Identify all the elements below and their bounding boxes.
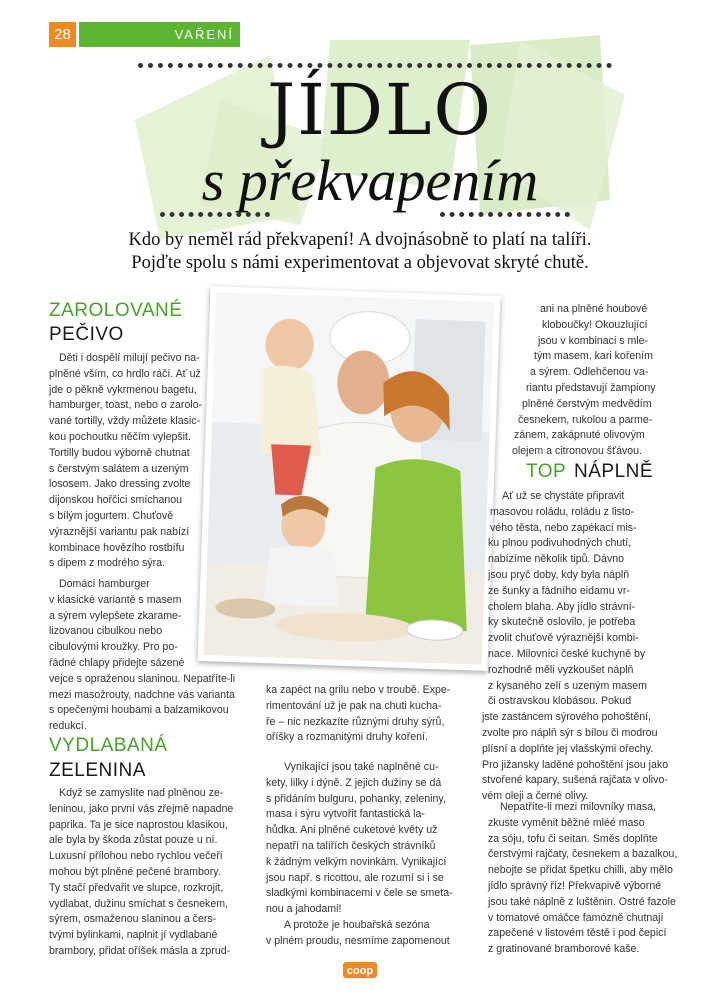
text-line: nace. Milovníci české kuchyně by	[488, 647, 646, 660]
text-line: jsou např. s ricottou, ale rozumí si i se	[266, 871, 444, 884]
text-line: Když se zamyslíte nad plněnou ze-	[59, 787, 224, 799]
text-line: rimentování už je pak na chuti kucha-	[266, 699, 442, 712]
text-line: v tomatové omáčce famózně chutnají	[488, 911, 664, 924]
svg-text:coop: coop	[346, 965, 374, 977]
paragraph-gril	[266, 683, 471, 746]
text-line: plněné vším, co hrdlo ráčí. Ať už	[49, 367, 201, 380]
text-line: za sóju, tofu či seitan. Směs doplňte	[488, 832, 658, 845]
text-line: s opečenými houbami a balzamikovou	[49, 704, 229, 717]
text-line: v plném proudu, nesmíme zapomenout	[266, 934, 450, 947]
text-line: Vynikající jsou také naplněné cu-	[284, 761, 439, 773]
text-line: s bílým jogurtem. Chuťově	[49, 509, 174, 522]
text-line: kloboučky! Okouzlující	[542, 318, 648, 331]
text-line: vém oleji a černé olivy.	[482, 790, 589, 803]
text-line: redukcí.	[49, 720, 87, 733]
text-line: nepatří na talířích českých strávníků	[266, 839, 436, 852]
title-line-2: s překvapením	[201, 148, 539, 213]
text-line: kombinace hovězího rostbífu	[49, 541, 185, 554]
text-line: v klasické variantě s masem	[49, 593, 182, 606]
text-line: hamburger, toast, nebo o zarolo-	[49, 399, 203, 412]
text-line: Pro jižansky laděné pohoštění jsou jako	[482, 758, 669, 771]
text-line: česnekem, rukolou a parme-	[518, 413, 653, 426]
text-line: Ty stačí předvařit ve slupce, rozkrojit,	[49, 881, 224, 894]
text-line: vejce s opraženou slaninou. Nepatříte-li	[49, 672, 236, 685]
text-line: zánem, zakápnuté olivovým	[514, 429, 645, 442]
text-line: výraznější variantu pak nabízí	[49, 525, 190, 538]
text-line: vydlabat, dužinu smíchat s česnekem,	[49, 897, 229, 910]
text-line: masovou roládu, roládu z listo-	[490, 505, 635, 518]
text-line: řádné chlapy přidejte sázené	[49, 656, 185, 669]
text-line: vané tortilly, vždy můžete klasic-	[49, 415, 201, 428]
text-line: jsou pryč doby, kdy byla náplň	[488, 568, 630, 581]
text-line: paprika. Ta je sice naprostou klasikou,	[49, 818, 228, 831]
dotted-divider-left	[160, 212, 270, 217]
text-line: k žádným velkým novinkám. Vynikající	[266, 855, 447, 868]
text-line: s dipem z modrého sýra.	[49, 557, 165, 570]
text-line: riantu představují žampiony	[526, 381, 656, 394]
text-line: vého těsta, nebo zapékací mis-	[490, 521, 637, 534]
text-line: plísní a doplňte jej vlašskými ořechy.	[482, 742, 654, 755]
text-line: stvořené kapary, sušená rajčata v olivo-	[482, 774, 668, 787]
heading-vydlabana: VYDLABANÁ	[49, 735, 168, 756]
dotted-divider-top	[138, 63, 612, 68]
text-line: ka zapéct na grilu nebo v troubě. Expe-	[266, 684, 451, 696]
paragraph-pecivo	[49, 351, 224, 572]
text-line: a sýrem vylepšete zkarame-	[49, 609, 182, 622]
paragraph-cukety	[266, 760, 471, 918]
text-line: olejem a citronovou šťávou.	[512, 445, 642, 458]
text-line: plněné čerstvým medvědím	[522, 397, 652, 410]
text-line: kety, lilky i dýně. Z jejich dužiny se dá	[266, 776, 442, 789]
text-line: brambory, přidat oříšek másla a zprud-	[49, 944, 231, 957]
text-line: a sýrem. Odlehčenou va-	[530, 366, 649, 379]
dotted-divider-right	[440, 212, 570, 217]
text-line: Ať už se chystáte připravit	[502, 490, 625, 502]
text-line: ze šunky a fádního eidamu vr-	[488, 584, 630, 597]
lead-line: Pojďte spolu s námi experimentovat a objevovat skryté chutě.	[131, 253, 589, 273]
text-line: cholem blaha. Aby jídlo strávní-	[488, 600, 636, 613]
text-line: jídlo správný říz! Překvapivě výborné	[488, 879, 662, 892]
paragraph-naplne	[482, 489, 682, 805]
text-line: leninou, jako první vás zřejmě napadne	[49, 802, 234, 815]
text-line: s čerstvým salátem a uzeným	[49, 462, 189, 475]
heading-zelenina: ZELENINA	[49, 760, 146, 781]
heading-top: TOP	[526, 461, 567, 482]
text-line: s přidáním bulguru, pohanky, zeleniny,	[266, 792, 446, 805]
text-line: mohou být plněné pečené brambory.	[49, 865, 221, 878]
paragraph-houbarska	[266, 918, 471, 950]
heading-naplne: NÁPLNĚ	[574, 461, 654, 482]
text-line: čerstvými rajčaty, česnekem a bazalkou,	[488, 848, 678, 861]
text-line: ku plnou podivuhodných chutí,	[488, 537, 632, 550]
text-line: Nepatříte-li mezi milovníky masa,	[500, 801, 657, 813]
text-line: Domácí hamburger	[59, 578, 150, 590]
text-line: ky skutečně oslovilo, je potřeba	[488, 616, 636, 629]
text-line: mezi masožrouty, nadchne vás varianta	[49, 688, 235, 701]
text-line: A protože je houbařská sezóna	[284, 919, 430, 931]
paragraph-bezmasa	[482, 800, 682, 958]
text-line: dijonskou hořčici smíchanou	[49, 494, 183, 507]
text-line: jsou v kombinaci s mle-	[538, 334, 649, 347]
text-line: sýrem, osmaženou slaninou a čers-	[49, 913, 217, 926]
text-line: ale byla by škoda zůstat pouze u ní.	[49, 834, 218, 847]
coop-logo	[343, 962, 377, 978]
text-line: nou a jahodami!	[266, 903, 342, 916]
text-line: ani na plněné houbové	[540, 303, 648, 315]
heading-pecivo: PEČIVO	[49, 324, 124, 345]
text-line: z gratinované bramborové kaše.	[488, 943, 640, 956]
text-line: zapečené v listovém těstě i pod čepicí	[488, 927, 667, 940]
text-line: sladkými kombinacemi v čele se smeta-	[266, 887, 453, 900]
text-line: hůdka. Ani plněné cuketové květy už	[266, 824, 438, 837]
text-line: zvolit chuťově výraznější kombi-	[488, 632, 639, 645]
text-line: zkuste vyměnit běžné mléé maso	[488, 816, 645, 829]
text-line: jde o pěkně vykrmenou bagetu,	[49, 383, 197, 396]
text-line: z kysaného zelí s uzeným masem	[488, 679, 647, 692]
paragraph-houbove	[482, 302, 682, 460]
text-line: jsou také náplně z luštěnin. Ostré fazole	[488, 895, 676, 908]
text-line: cibulovými kroužky. Pro po-	[49, 641, 178, 654]
lead-line: Kdo by neměl rád překvapení! A dvojnásobně to platí na talíři.	[128, 230, 592, 250]
text-line: tým masem, kari kořením	[534, 350, 653, 363]
text-line: lososem. Jako dressing zvolte	[49, 478, 191, 491]
text-line: nebojte se přidat špetku chilli, aby mělo	[488, 864, 673, 877]
text-line: tvými bylinkami, naplnit jí vydlabané	[49, 929, 218, 942]
text-line: Tortilly budou výborně chutnat	[49, 446, 190, 459]
text-line: masa i sýru vytvořit fantastická la-	[266, 808, 425, 821]
text-line: lizovanou cibulkou nebo	[49, 625, 163, 638]
text-line: Děti i dospělí milují pečivo na-	[59, 352, 200, 364]
paragraph-zelenina	[49, 786, 264, 960]
text-line: oříšky a rozmanitými druhy koření.	[266, 731, 428, 744]
text-line: či ostravskou klobásou. Pokud	[488, 695, 632, 708]
text-line: nabízíme několik tipů. Dávno	[488, 553, 625, 566]
text-line: zvolte pro náplň sýr s bílou či modrou	[482, 726, 658, 739]
text-line: kou pochoutku něčím vylepšit.	[49, 430, 191, 443]
page-number: 28	[49, 22, 76, 47]
section-label: VAŘENÍ	[79, 22, 240, 47]
text-line: rozhodně měli vyzkoušet náplň	[488, 663, 634, 676]
text-line: jste zastáncem sýrového pohoštění,	[482, 711, 652, 724]
text-line: ře – nic nezkazíte různými druhy sýrů,	[266, 715, 445, 728]
family-cooking-photo	[198, 286, 501, 671]
lead-paragraph	[60, 229, 660, 275]
text-line: Luxusní přílohou nebo rychlou večeří	[49, 850, 223, 863]
heading-zarolovane: ZAROLOVANÉ	[49, 300, 183, 321]
title-line-1: JÍDLO	[267, 69, 493, 151]
